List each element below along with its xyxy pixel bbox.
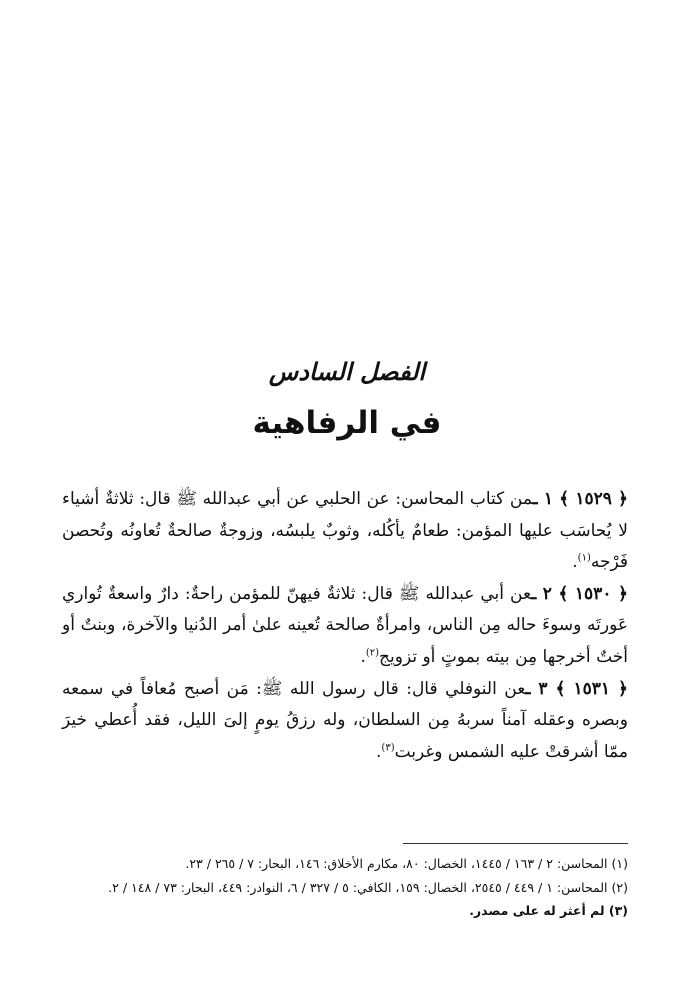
- hadith-end: .: [572, 552, 578, 573]
- hadith-text: عن أبي عبدالله ﷺ قال: ثلاثةٌ فيهنّ للمؤمن راحةٌ: دارٌ واسعةٌ تُواري عَورتَه وسوءَ حاله مِن الناس، وامرأةٌ صالحة تُعينه علىٰ أمر الدُنيا والآخرة، وبنتٌ أو أختٌ أخرجها مِن بيته بموتٍ أو تزويج: [62, 583, 628, 667]
- hadith-end: .: [376, 741, 382, 762]
- footnote-divider: [403, 843, 628, 844]
- footnote-ref: (١): [577, 552, 591, 564]
- footnote-item: (٢) المحاسن: ١ / ٤٤٩ / ٢٥٤٥، الخصال: ١٥٩، الكافي: ٥ / ٣٢٧ / ٦، النوادر: ٤٤٩، البحار: ٧٣ / ١٤٨ / ٢.: [108, 879, 628, 895]
- hadith-number: ﴿ ١٥٣١ ﴾ ٣ ـ: [525, 678, 628, 699]
- footnotes: [62, 852, 628, 923]
- hadith-list: [62, 484, 628, 768]
- hadith-entry: [62, 579, 628, 674]
- hadith-end: .: [360, 646, 366, 667]
- hadith-entry: [62, 674, 628, 769]
- chapter-title: في الرفاهية: [252, 405, 442, 441]
- footnote-ref: (٢): [365, 647, 380, 659]
- footnote-item: (٣) لم أعثر له على مصدر.: [469, 903, 628, 918]
- hadith-number: ﴿ ١٥٣٠ ﴾ ٢ ـ: [531, 583, 628, 604]
- hadith-text: من كتاب المحاسن: عن الحلبي عن أبي عبدالله ﷺ قال: ثلاثةٌ أشياء لا يُحاسَب عليها المؤمن: طعامٌ يأكُله، وثوبٌ يلبسُه، وزوجةٌ صالحةٌ تُعاونُه وتُحصن فَرْجه: [62, 489, 628, 573]
- hadith-entry: [62, 484, 628, 579]
- footnote-item: (١) المحاسن: ٢ / ١٦٣ / ١٤٤٥، الخصال: ٨٠، مكارم الأخلاق: ١٤٦، البحار: ٧ / ٢٦٥ / ٢٣.: [185, 856, 628, 871]
- hadith-number: ﴿ ١٥٢٩ ﴾ ١ ـ: [532, 489, 628, 509]
- chapter-label: الفصل السادس: [268, 358, 426, 386]
- hadith-text: عن النوفلي قال: قال رسول الله ﷺ: مَن أصبح مُعافاً في سمعه وبصره وعقله آمناً سربهُ مِن السلطان، وله رزقُ يومٍ إلىَ الليل، فقد أُعطي خيرَ ممّا أشرقتْ عليه الشمس وغربت: [62, 678, 628, 762]
- footnote-ref: (٣): [381, 742, 395, 754]
